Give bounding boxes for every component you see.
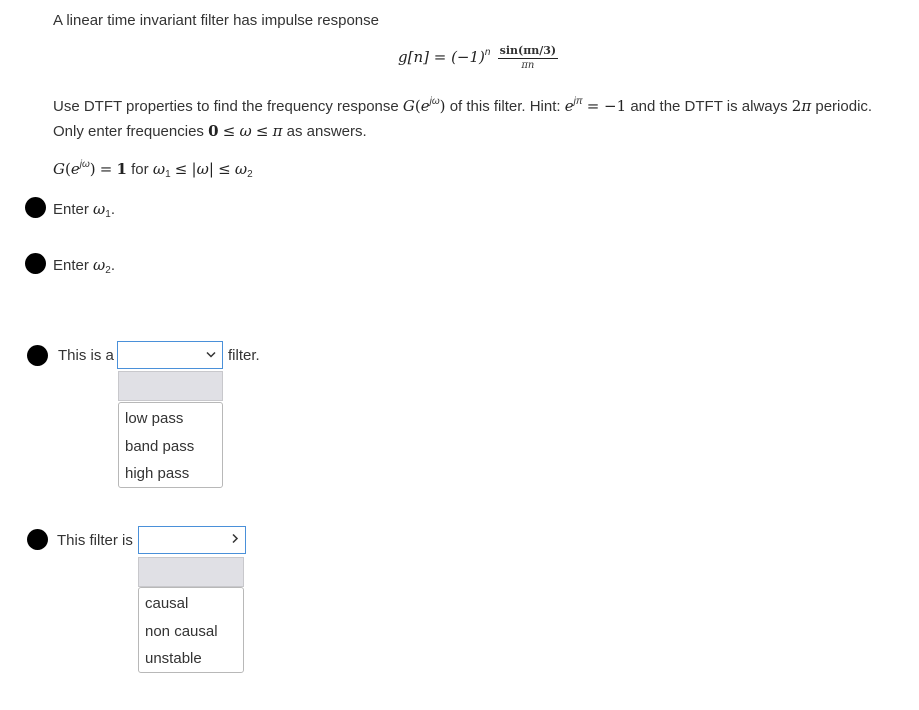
question-1-label: Enter	[53, 201, 89, 218]
causality-select[interactable]	[138, 526, 246, 554]
chevron-down-icon	[206, 349, 216, 362]
filter-type-placeholder-option[interactable]	[118, 371, 223, 401]
instruction-text-a: Use DTFT properties to find the frequency response	[53, 98, 399, 115]
question-1-marker	[25, 197, 46, 218]
question-3-marker	[27, 345, 48, 366]
equation-fraction	[498, 44, 559, 72]
filter-type-select[interactable]	[117, 341, 223, 369]
question-4-marker	[27, 529, 48, 550]
equation-numerator: sin(πn/3)	[499, 44, 557, 57]
intro-text: A linear time invariant filter has impulse response	[53, 12, 379, 29]
filter-type-option-list	[118, 402, 223, 488]
question-3-prefix: This is a	[58, 347, 114, 364]
impulse-response-equation	[398, 44, 558, 72]
equation-denominator: πn	[521, 60, 535, 71]
question-4-prefix: This filter is	[57, 532, 133, 549]
equation-exponent: n	[484, 46, 491, 58]
response-for-text: for	[131, 161, 149, 178]
instruction-text-c: and the DTFT is always	[630, 98, 788, 115]
question-3-suffix: filter.	[228, 347, 260, 364]
instruction-text-d: periodic.	[815, 98, 873, 115]
instruction-text-b: of this filter. Hint:	[449, 98, 561, 115]
chevron-right-icon	[232, 534, 239, 547]
option-high-pass[interactable]: high pass	[125, 465, 190, 482]
equation-lhs: g[n] = (−1)	[398, 47, 485, 66]
instruction-line-2: Only enter frequencies 0 ≤ ω ≤ π as answers.	[53, 122, 367, 140]
instruction-text-f: as answers.	[286, 123, 367, 140]
option-unstable[interactable]: unstable	[145, 650, 202, 667]
question-2-marker	[25, 253, 46, 274]
frequency-response-line: $G(e^{j\omega}) = 1$ for $\omega_1 \le |\omega| \le \omega_2$	[53, 159, 253, 180]
causality-placeholder-option[interactable]	[138, 557, 244, 587]
causality-option-list	[138, 587, 244, 673]
instruction-line-1: Use DTFT properties to find the frequency response $G(e^{j\omega})$ of this filter. Hint: $e^{j\pi} = -1$ and the DTFT is always 2π periodic.	[53, 96, 873, 115]
option-low-pass[interactable]: low pass	[125, 410, 184, 427]
question-2-prompt: Enter $\omega_2$.	[53, 256, 115, 276]
question-1-prompt: Enter $\omega_1$.	[53, 200, 115, 220]
instruction-text-e: Only enter frequencies	[53, 123, 204, 140]
question-2-label: Enter	[53, 257, 89, 274]
option-causal[interactable]: causal	[145, 595, 189, 612]
option-band-pass[interactable]: band pass	[125, 437, 195, 455]
option-non-causal[interactable]: non causal	[145, 622, 218, 640]
